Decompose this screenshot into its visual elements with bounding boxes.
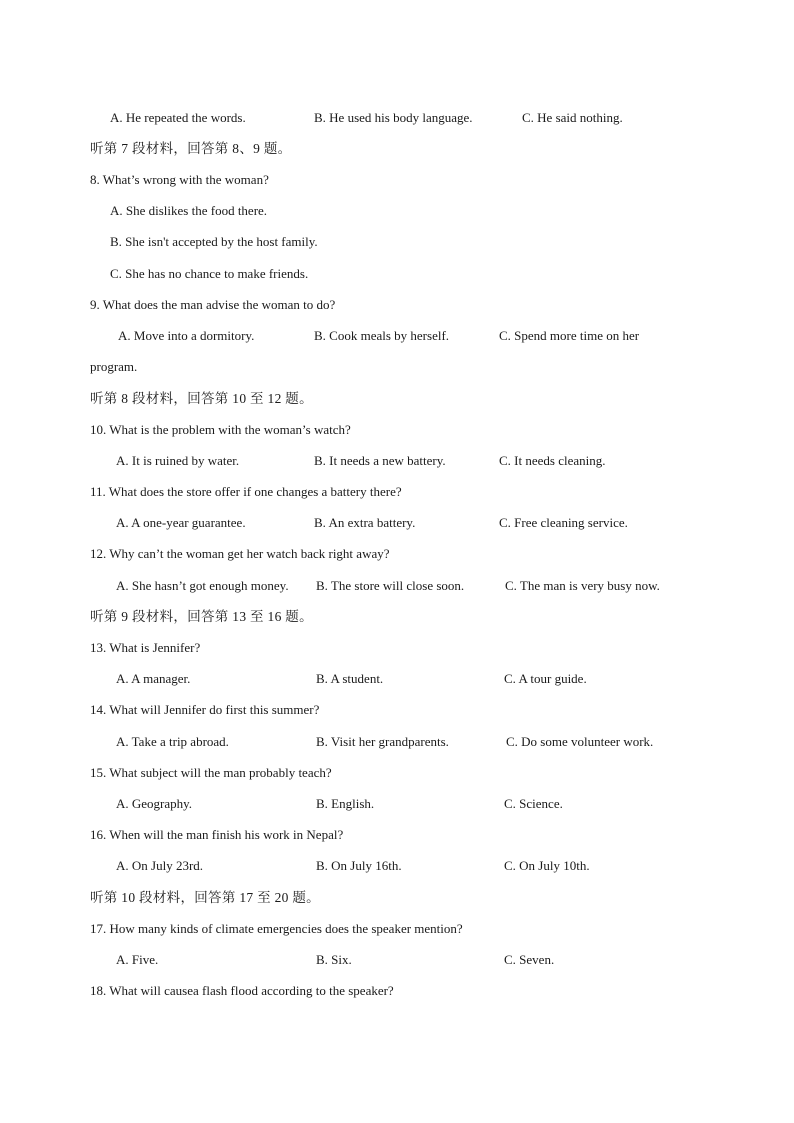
- option-b: B. He used his body language.: [314, 110, 473, 125]
- option-a: A. Geography.: [116, 796, 193, 811]
- option-a: A. A one-year guarantee.: [116, 515, 246, 530]
- question-14: 14. What will Jennifer do first this summer?: [90, 702, 320, 717]
- section-10-instruction: 听第 10 段材料，回答第 17 至 20 题。: [90, 890, 320, 905]
- option-b: B. A student.: [316, 671, 384, 686]
- option-b: B. It needs a new battery.: [314, 453, 446, 468]
- option-c: C. Free cleaning service.: [499, 515, 628, 530]
- option-c: C. On July 10th.: [504, 858, 590, 873]
- question-16: 16. When will the man finish his work in Nepal?: [90, 827, 344, 842]
- question-8: 8. What’s wrong with the woman?: [90, 172, 269, 187]
- option-a: A. It is ruined by water.: [116, 453, 240, 468]
- question-8-option-b: B. She isn't accepted by the host family.: [110, 234, 318, 249]
- option-a: A. She hasn’t got enough money.: [116, 578, 289, 593]
- question-17: 17. How many kinds of climate emergencies does the speaker mention?: [90, 921, 463, 936]
- option-b: B. Visit her grandparents.: [316, 734, 449, 749]
- option-b: B. An extra battery.: [314, 515, 416, 530]
- option-c: C. A tour guide.: [504, 671, 587, 686]
- option-c: C. He said nothing.: [522, 110, 623, 125]
- question-9: 9. What does the man advise the woman to do?: [90, 297, 336, 312]
- question-10: 10. What is the problem with the woman’s watch?: [90, 422, 351, 437]
- option-a: A. On July 23rd.: [116, 858, 204, 873]
- question-11: 11. What does the store offer if one changes a battery there?: [90, 484, 402, 499]
- option-c: C. Spend more time on her: [499, 328, 640, 343]
- option-b: B. English.: [316, 796, 375, 811]
- section-7-instruction: 听第 7 段材料，回答第 8、9 题。: [90, 141, 292, 156]
- option-b: B. Six.: [316, 952, 352, 967]
- question-8-option-c: C. She has no chance to make friends.: [110, 266, 309, 281]
- option-c: C. It needs cleaning.: [499, 453, 606, 468]
- section-8-instruction: 听第 8 段材料，回答第 10 至 12 题。: [90, 391, 313, 406]
- question-15: 15. What subject will the man probably teach?: [90, 765, 332, 780]
- option-a: A. A manager.: [116, 671, 191, 686]
- option-b: B. The store will close soon.: [316, 578, 465, 593]
- question-13: 13. What is Jennifer?: [90, 640, 201, 655]
- option-c: C. Seven.: [504, 952, 555, 967]
- option-c: C. Do some volunteer work.: [506, 734, 654, 749]
- option-a: A. Move into a dormitory.: [118, 328, 255, 343]
- option-a: A. Five.: [116, 952, 159, 967]
- question-18: 18. What will causea flash flood according to the speaker?: [90, 983, 394, 998]
- question-9-option-c-wrap: program.: [90, 359, 138, 374]
- option-c: C. The man is very busy now.: [505, 578, 660, 593]
- option-c: C. Science.: [504, 796, 563, 811]
- section-9-instruction: 听第 9 段材料，回答第 13 至 16 题。: [90, 609, 313, 624]
- question-12: 12. Why can’t the woman get her watch back right away?: [90, 546, 390, 561]
- option-a: A. He repeated the words.: [110, 110, 246, 125]
- option-a: A. Take a trip abroad.: [116, 734, 229, 749]
- option-b: B. Cook meals by herself.: [314, 328, 450, 343]
- option-b: B. On July 16th.: [316, 858, 402, 873]
- question-8-option-a: A. She dislikes the food there.: [110, 203, 268, 218]
